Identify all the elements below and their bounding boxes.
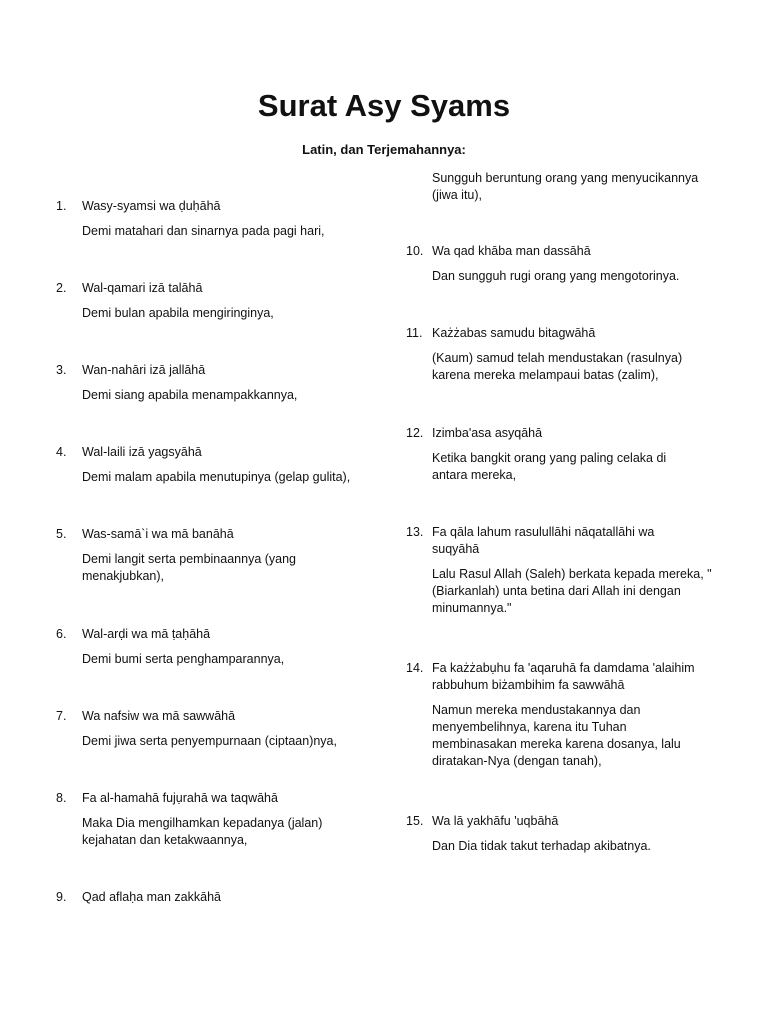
verse-number: 9. — [56, 890, 67, 904]
verse-number: 1. — [56, 199, 67, 213]
verse-latin: Wa nafsiw wa mā sawwāhā — [82, 709, 236, 723]
verse-translation: (Kaum) samud telah mendustakan (rasulnya) karena mereka melampaui batas (zalim), — [432, 351, 683, 382]
verse-latin: Was-samā`i wa mā banāhā — [82, 527, 234, 541]
verse-translation: Demi matahari dan sinarnya pada pagi hari, — [82, 224, 325, 238]
verse-5 — [56, 526, 386, 585]
verse-translation: Demi jiwa serta penyempurnaan (ciptaan)nya, — [82, 734, 337, 748]
verse-latin: Wal-laili izā yagsyāhā — [82, 445, 202, 459]
verse-number: 15. — [406, 814, 424, 828]
verse-12 — [406, 425, 716, 484]
verse-translation: Demi bulan apabila mengiringinya, — [82, 306, 274, 320]
verse-8 — [56, 790, 386, 849]
page-title: Surat Asy Syams — [257, 88, 511, 123]
verse-latin: Fa al-hamahā fujụrahā wa taqwāhā — [82, 791, 278, 805]
verse-number: 8. — [56, 791, 67, 805]
verse-translation: Dan sungguh rugi orang yang mengotorinya. — [432, 269, 680, 283]
verse-latin: Wa qad khāba man dassāhā — [432, 244, 591, 258]
verse-translation: Dan Dia tidak takut terhadap akibatnya. — [432, 839, 651, 853]
verse-number: 2. — [56, 281, 67, 295]
verse-11 — [406, 325, 716, 384]
verse-translation: Lalu Rasul Allah (Saleh) berkata kepada mereka, "(Biarkanlah) unta betina dari Allah ini dengan minumannya." — [432, 567, 712, 615]
verse-number: 13. — [406, 525, 424, 539]
verse-latin: Fa każżabụhu fa 'aqaruhā fa damdama 'alaihim rabbuhum biżambihim fa sawwāhā — [432, 661, 695, 692]
verse-latin: Wasy-syamsi wa ḍuḥāhā — [82, 199, 221, 213]
verse-number: 10. — [406, 244, 424, 258]
verse-latin: Izimba'asa asyqāhā — [432, 426, 543, 440]
verse-translation: Ketika bangkit orang yang paling celaka di antara mereka, — [432, 451, 667, 482]
verse-translation: Namun mereka mendustakannya dan menyembelihnya, karena itu Tuhan membinasakan mereka karena dosanya, lalu diratakan-Nya (dengan tanah), — [432, 703, 681, 768]
verse-3 — [56, 362, 386, 404]
verse-number: 6. — [56, 627, 67, 641]
verse-latin: Wal-arḍi wa mā ṭaḥāhā — [82, 627, 211, 641]
verse-latin: Wa lā yakhāfu 'uqbāhā — [432, 814, 559, 828]
verse-translation: Demi siang apabila menampakkannya, — [82, 388, 298, 402]
verse-13 — [406, 524, 716, 617]
verse-number: 3. — [56, 363, 67, 377]
verse-latin: Qad aflaḥa man zakkāhā — [82, 890, 221, 904]
verse-15 — [406, 813, 716, 855]
verse-latin: Wan-nahāri izā jallāhā — [82, 363, 206, 377]
verse-7 — [56, 708, 386, 750]
verse-1 — [56, 198, 386, 240]
verse-number: 12. — [406, 426, 424, 440]
verse-latin: Wal-qamari izā talāhā — [82, 281, 203, 295]
verse-6 — [56, 626, 386, 668]
verse-9-translation-continued: Sungguh beruntung orang yang menyucikannya (jiwa itu), — [432, 171, 699, 202]
verse-14 — [406, 660, 716, 770]
verse-9 — [56, 889, 386, 906]
verse-number: 14. — [406, 661, 424, 675]
verse-number: 5. — [56, 527, 67, 541]
verse-translation: Demi langit serta pembinaannya (yang menakjubkan), — [82, 552, 297, 583]
verse-4 — [56, 444, 386, 486]
verse-translation: Demi bumi serta penghamparannya, — [82, 652, 285, 666]
verse-latin: Fa qāla lahum rasulullāhi nāqatallāhi wa suqyāhā — [432, 525, 655, 556]
verse-2 — [56, 280, 386, 322]
verse-number: 11. — [406, 326, 423, 340]
verse-latin: Każżabas samudu bitagwāhā — [432, 326, 596, 340]
verse-translation: Demi malam apabila menutupinya (gelap gulita), — [82, 470, 351, 484]
verse-10 — [406, 243, 716, 285]
verse-translation: Maka Dia mengilhamkan kepadanya (jalan) kejahatan dan ketakwaannya, — [82, 816, 323, 847]
verse-number: 4. — [56, 445, 67, 459]
verse-number: 7. — [56, 709, 67, 723]
page-subtitle: Latin, dan Terjemahannya: — [302, 142, 466, 157]
